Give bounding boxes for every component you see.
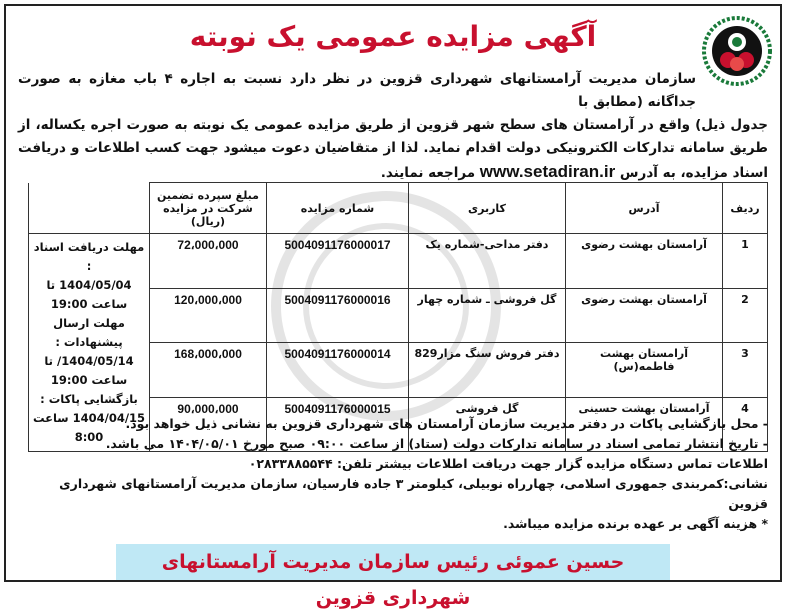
cell-deposit: 120،000،000 [150,288,267,343]
submit-deadline-label: مهلت ارسال پیشنهادات : [53,316,125,349]
note-ad-cost: * هزینه آگهی بر عهده برنده مزایده میباشد. [503,516,768,531]
header-deposit: مبلغ سپرده تضمین شرکت در مزایده (ریال) [150,183,267,234]
note-contact-phone: اطلاعات تماس دستگاه مزایده گزار جهت دریافت اطلاعات بیشتر تلفن: ۰۲۸۳۳۸۸۵۵۴۴ [248,456,768,471]
header-address: آدرس [566,183,723,234]
header-deadlines [29,183,150,234]
cell-deposit: 90،000،000 [150,397,267,452]
notice-title: آگهی مزایده عمومی یک نوبته [189,20,597,53]
cell-address: آرامستان بهشت حسینی [566,397,723,452]
cell-auction-number: 5004091176000016 [267,288,409,343]
cell-row-number: 3 [723,343,768,398]
table-header-row [29,183,768,234]
intro-line-1: سازمان مدیریت آرامستانهای شهرداری قزوین در نظر دارد نسبت به اجاره ۴ باب مغازه به صورت جداگانه (مطابق با [18,71,696,110]
intro-paragraph [18,114,768,185]
cell-address: آرامستان بهشت رضوی [566,288,723,343]
table-row [29,234,768,289]
cell-usage: دفتر مداحی-شماره یک [409,234,566,289]
cell-address: آرامستان بهشت فاطمه(س) [566,343,723,398]
note-publish-date: - تاریخ انتشار تمامی اسناد در سامانه تدارکات دولت (ستاد) از ساعت ۰۹:۰۰ صبح مورخ ۱۴۰۴/۰۵/۰۱ می باشد. [105,436,768,451]
website-link[interactable]: www.setadiran.ir [479,162,616,181]
cell-auction-number: 5004091176000014 [267,343,409,398]
cell-address: آرامستان بهشت رضوی [566,234,723,289]
cell-row-number: 2 [723,288,768,343]
header-auction-number: شماره مزایده [267,183,409,234]
submit-deadline-value: 1404/05/14/ تا ساعت 19:00 [44,354,134,387]
note-address: نشانی:کمربندی جمهوری اسلامی، چهارراه نوبیلی، کیلومتر ۳ جاده فارسیان، سازمان مدیریت آرامستانهای شهرداری قزوین [59,476,768,511]
receive-deadline-value: 1404/05/04 تا ساعت 19:00 [46,278,132,311]
receive-deadline-label: مهلت دریافت اسناد : [33,240,145,273]
cell-deposit: 72،000،000 [150,234,267,289]
opening-label: بازگشایی پاکات : [40,392,138,406]
notice-frame [4,4,782,609]
intro-end-text: مراجعه نمایند. [380,165,476,181]
auction-table [28,182,768,452]
signature-banner: حسین عموئی رئیس سازمان مدیریت آرامستانهای شهرداری قزوین [116,544,670,580]
header-usage: کاربری [409,183,566,234]
cell-usage: گل فروشی [409,397,566,452]
header-row-number: ردیف [723,183,768,234]
cell-usage: دفتر فروش سنگ مزار829 [409,343,566,398]
cell-deposit: 168،000،000 [150,343,267,398]
opening-value: 1404/04/15 ساعت 8:00 [32,411,146,444]
intro-text: جدول ذیل) واقع در آرامستان های سطح شهر قزوین از طریق مزایده عمومی یک نوبته به صورت اجره یکساله، از طریق سامانه تدارکات الکترونیکی دولت اقدام نماید. لذا از متقاضیان دعوت میشود جهت کسب اطلاعات و دریافت اسناد مزایده، به آدرس [18,117,768,181]
notes-section [18,414,768,534]
cell-auction-number: 5004091176000017 [267,234,409,289]
cell-row-number: 1 [723,234,768,289]
note-opening-location: - محل بازگشایی پاکات در دفتر مدیریت سازمان آرامستان های شهرداری قزوین به نشانی ذیل خواهد بود. [125,416,768,431]
cell-usage: گل فروشی ـ شماره چهار [409,288,566,343]
cell-row-number: 4 [723,397,768,452]
cell-auction-number: 5004091176000015 [267,397,409,452]
